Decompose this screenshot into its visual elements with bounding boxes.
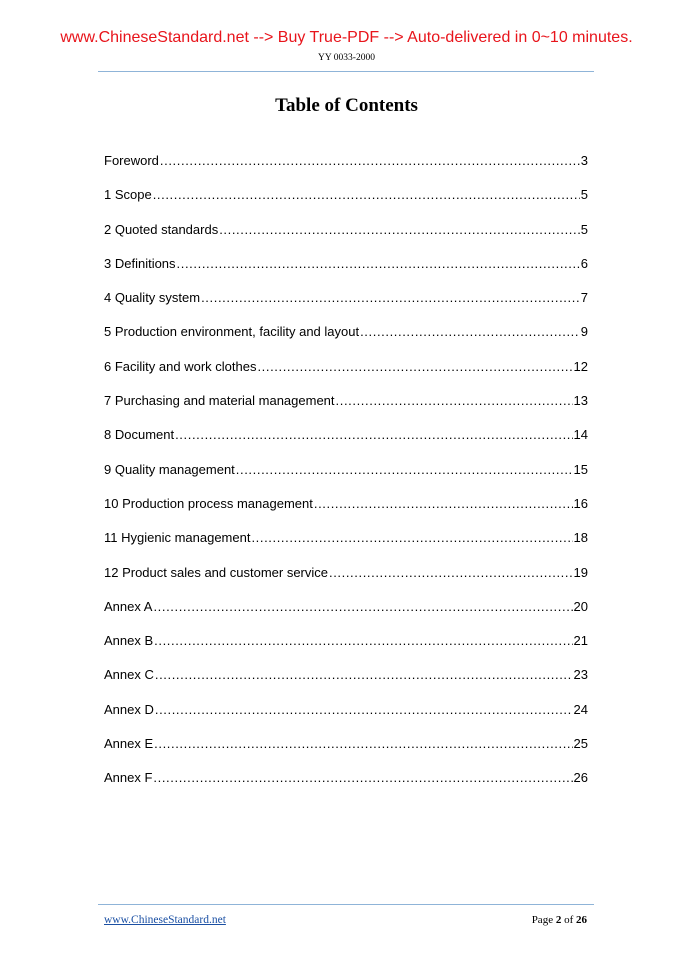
toc-entry[interactable] [104, 152, 588, 186]
toc-entry-page: 19 [573, 564, 588, 580]
toc-dot-leader [175, 426, 572, 444]
toc-entry-label: 10 Production process management [104, 495, 313, 511]
toc-entry-page: 12 [573, 358, 588, 374]
toc-title: Table of Contents [275, 95, 418, 116]
toc-entry-page: 26 [573, 770, 588, 786]
toc-entry[interactable] [104, 735, 588, 769]
toc-entry[interactable] [104, 426, 588, 460]
toc-entry-page: 5 [580, 221, 588, 237]
toc-entry[interactable] [104, 495, 588, 529]
toc-entry-page: 5 [580, 187, 588, 203]
page-of: of [564, 914, 574, 926]
page-number [532, 913, 587, 927]
page-current: 2 [555, 914, 562, 926]
toc-entry-label: Annex D [104, 701, 154, 717]
footer-divider [98, 904, 594, 905]
toc-dot-leader [154, 632, 572, 650]
toc-dot-leader [329, 564, 573, 582]
toc-dot-leader [153, 186, 580, 204]
toc-entry-label: Annex F [104, 770, 153, 786]
toc-entry[interactable] [104, 461, 588, 495]
toc-dot-leader [314, 495, 573, 513]
toc-entry-page: 9 [580, 324, 588, 340]
toc-dot-leader [257, 358, 572, 376]
toc-entry-label: 1 Scope [104, 187, 152, 203]
toc-dot-leader [160, 152, 580, 170]
toc-entry-label: 5 Production environment, facility and layout [104, 324, 360, 340]
toc-entry-page: 25 [573, 736, 588, 752]
promo-banner[interactable]: www.ChineseStandard.net --> Buy True-PDF --> Auto-delivered in 0~10 minutes. [60, 29, 633, 46]
toc-dot-leader [336, 392, 573, 410]
toc-entry[interactable] [104, 221, 588, 255]
toc-entry[interactable] [104, 358, 588, 392]
toc-entry[interactable] [104, 255, 588, 289]
toc-entry-label: 11 Hygienic management [104, 530, 251, 546]
toc-entry[interactable] [104, 666, 588, 700]
toc-entry[interactable] [104, 632, 588, 666]
toc-entry-label: Annex C [104, 667, 154, 683]
toc-entry[interactable] [104, 598, 588, 632]
toc-entry-page: 15 [573, 461, 588, 477]
toc-entry-page: 6 [580, 255, 588, 271]
toc-entry-label: 4 Quality system [104, 290, 201, 306]
toc-entry[interactable] [104, 701, 588, 735]
toc-entry-page: 7 [580, 290, 588, 306]
toc-entry-page: 14 [573, 427, 588, 443]
toc-entry-label: Annex A [104, 598, 153, 614]
toc-entry-page: 20 [573, 598, 588, 614]
toc-entry[interactable] [104, 289, 588, 323]
toc-list [104, 152, 588, 804]
header-divider [98, 71, 594, 72]
toc-entry-page: 23 [573, 667, 588, 683]
toc-entry-label: 6 Facility and work clothes [104, 358, 257, 374]
toc-entry-label: 2 Quoted standards [104, 221, 219, 237]
toc-dot-leader [201, 289, 580, 307]
toc-entry-page: 3 [580, 153, 588, 168]
toc-entry-page: 21 [573, 633, 588, 649]
toc-dot-leader [219, 221, 580, 239]
toc-dot-leader [155, 666, 573, 684]
toc-entry[interactable] [104, 392, 588, 426]
footer-website-link[interactable]: www.ChineseStandard.net [104, 914, 226, 926]
toc-dot-leader [236, 461, 573, 479]
page-total: 26 [576, 914, 587, 926]
toc-entry-page: 24 [573, 701, 588, 717]
toc-entry-label: Annex B [104, 633, 154, 649]
toc-entry-label: 8 Document [104, 427, 175, 443]
toc-entry-label: 12 Product sales and customer service [104, 564, 328, 580]
toc-entry-label: 7 Purchasing and material management [104, 393, 335, 409]
toc-entry[interactable] [104, 769, 588, 803]
toc-entry-label: 3 Definitions [104, 255, 176, 271]
toc-dot-leader [154, 735, 572, 753]
toc-dot-leader [251, 529, 572, 547]
document-code: YY 0033-2000 [318, 53, 375, 63]
toc-entry-page: 18 [573, 530, 588, 546]
toc-dot-leader [360, 323, 580, 341]
toc-entry-label: Annex E [104, 736, 154, 752]
toc-dot-leader [155, 701, 573, 719]
toc-entry-label: 9 Quality management [104, 461, 235, 477]
toc-entry[interactable] [104, 564, 588, 598]
toc-dot-leader [153, 598, 572, 616]
toc-entry-page: 13 [573, 393, 588, 409]
toc-dot-leader [177, 255, 580, 273]
toc-dot-leader [153, 769, 572, 787]
toc-entry-label: Foreword [104, 153, 159, 168]
toc-entry[interactable] [104, 186, 588, 220]
toc-entry[interactable] [104, 529, 588, 563]
page-prefix: Page [531, 914, 554, 926]
toc-entry-page: 16 [573, 495, 588, 511]
toc-entry[interactable] [104, 323, 588, 357]
